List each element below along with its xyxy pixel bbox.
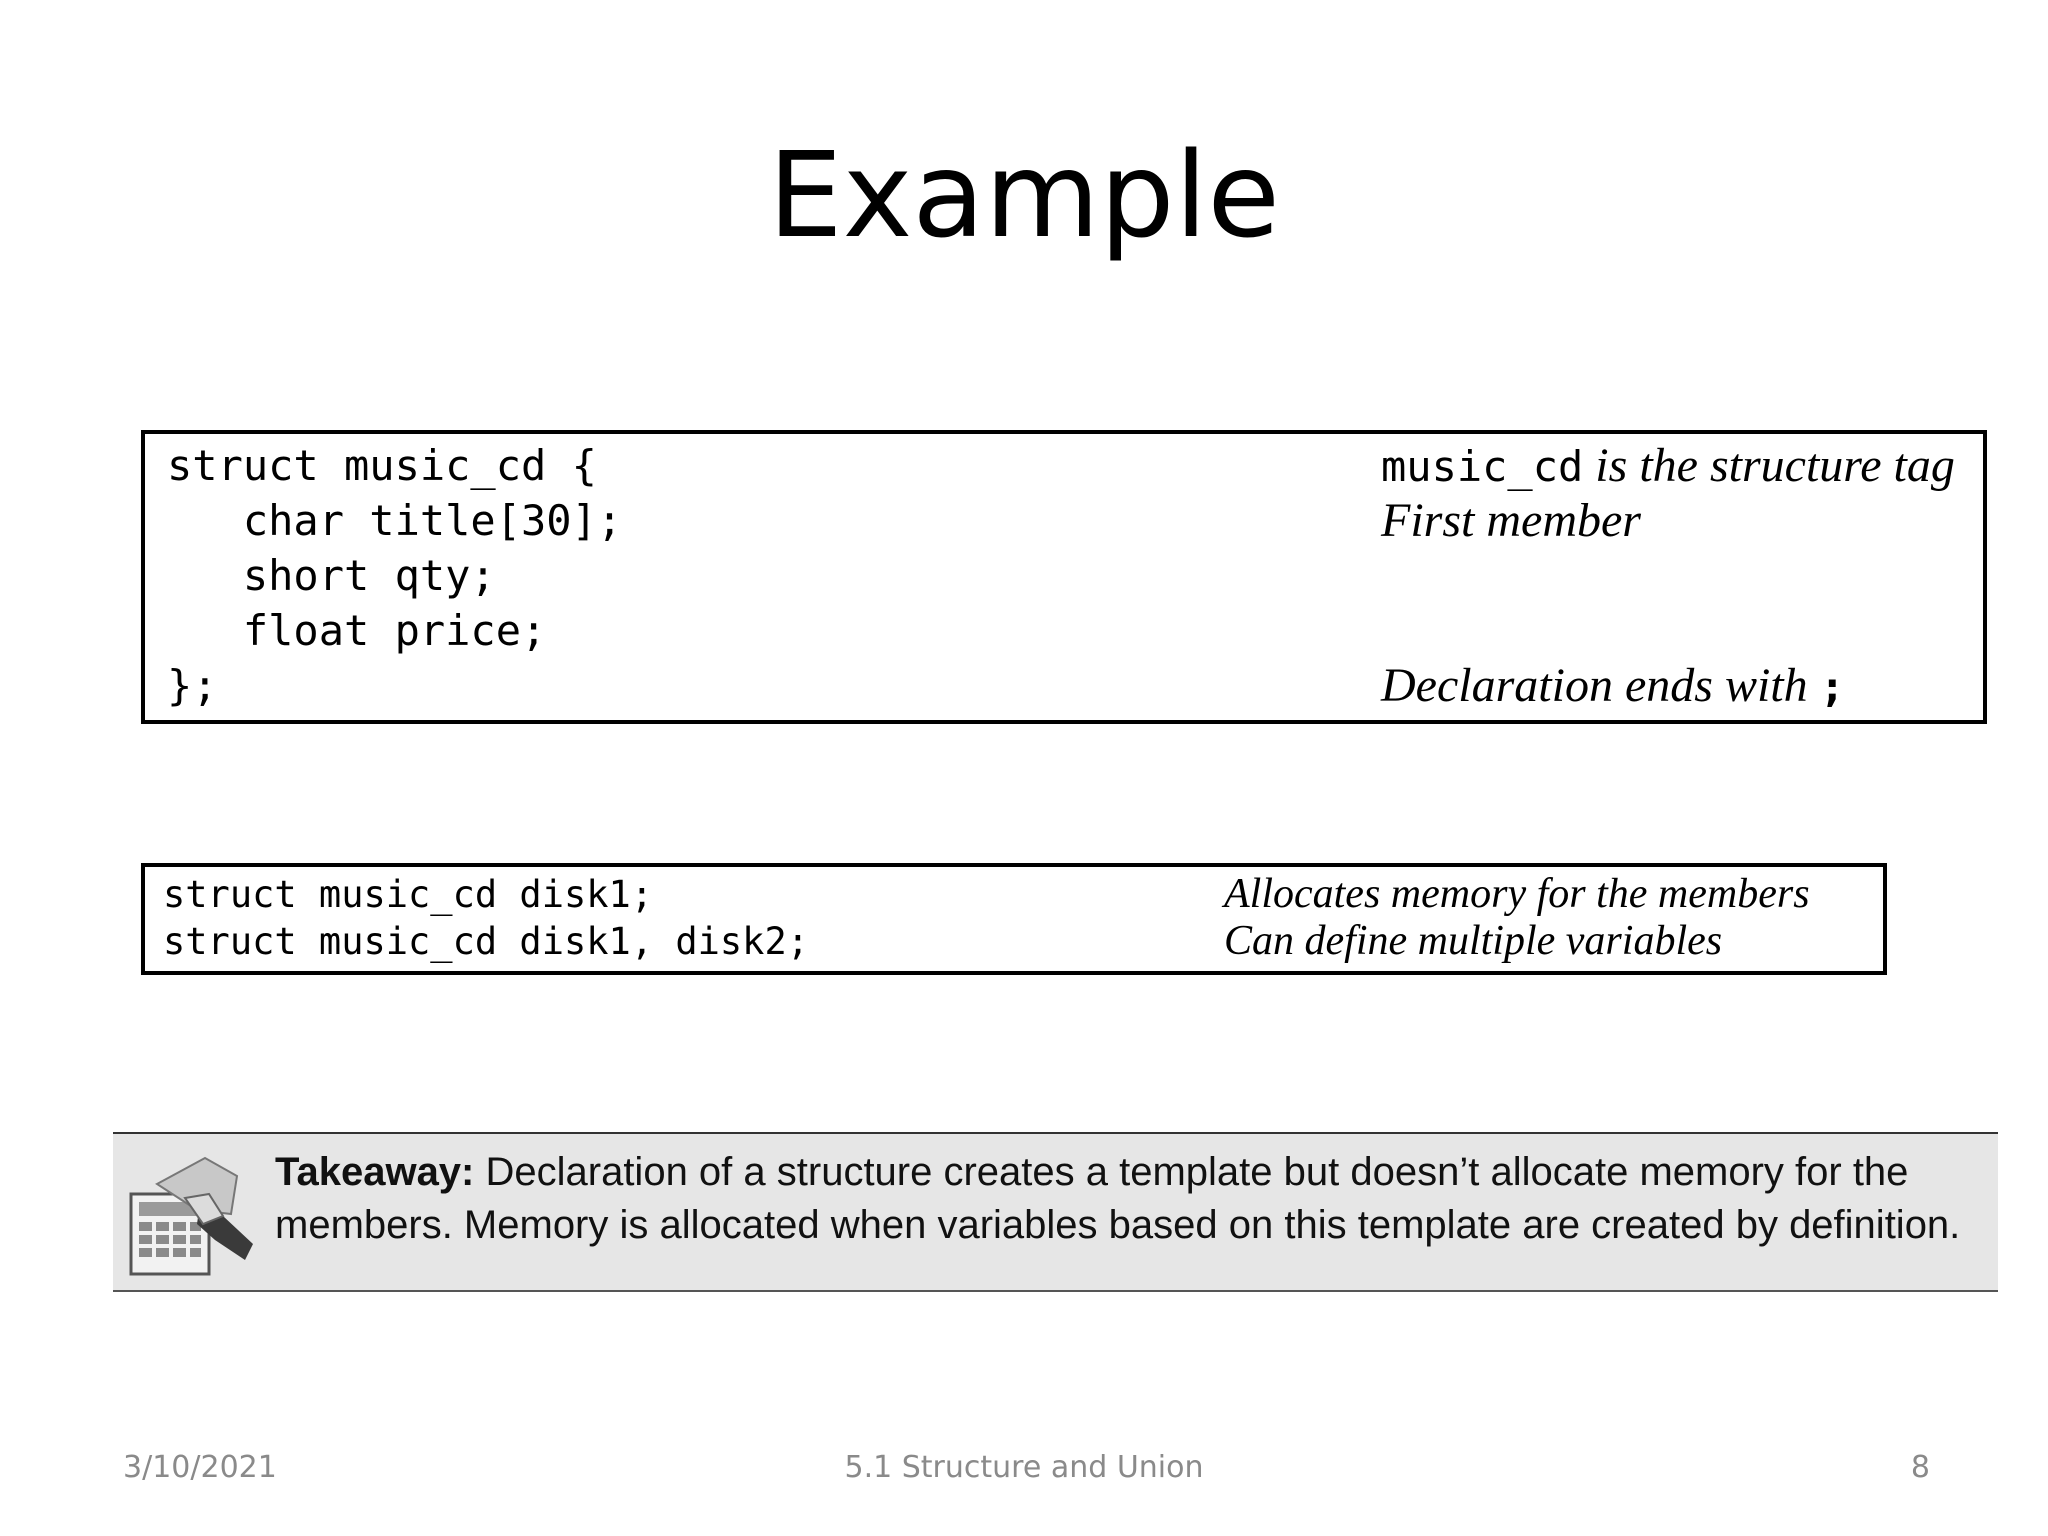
note-decl-text: Declaration ends with xyxy=(1381,659,1820,712)
struct-declaration-box xyxy=(141,430,1987,724)
takeaway-label: Takeaway: xyxy=(275,1150,475,1194)
note-tag-text: is the structure tag xyxy=(1583,439,1955,492)
note-multiple-variables: Can define multiple variables xyxy=(1224,918,1723,964)
code-line: }; xyxy=(167,661,218,710)
takeaway-text xyxy=(275,1146,1985,1252)
code-line: struct music_cd disk1; xyxy=(163,873,654,916)
code-line: struct music_cd disk1, disk2; xyxy=(163,920,810,963)
code-line: struct music_cd { xyxy=(167,441,597,490)
code-line: short qty; xyxy=(167,551,496,600)
takeaway-box xyxy=(113,1132,1998,1292)
hand-calculator-icon xyxy=(127,1154,257,1279)
note-first-member: First member xyxy=(1381,494,1641,547)
code-line: float price; xyxy=(167,606,547,655)
code-line: char title[30]; xyxy=(167,496,623,545)
struct-definition-box xyxy=(141,863,1887,975)
footer-date: 3/10/2021 xyxy=(123,1450,277,1485)
note-decl-semicolon: ; xyxy=(1819,662,1845,711)
takeaway-body: Declaration of a structure creates a template but doesn’t allocate memory for the members. Memory is allocated when variables based on this template are created by definition. xyxy=(275,1150,1961,1247)
note-allocates-memory: Allocates memory for the members xyxy=(1224,871,1810,917)
footer-page-number: 8 xyxy=(1910,1450,1930,1485)
note-declaration-ends xyxy=(1381,658,1845,714)
note-tag-code: music_cd xyxy=(1381,442,1584,491)
slide-title: Example xyxy=(768,126,1280,264)
footer-topic: 5.1 Structure and Union xyxy=(844,1450,1204,1485)
note-structure-tag xyxy=(1381,438,1955,494)
